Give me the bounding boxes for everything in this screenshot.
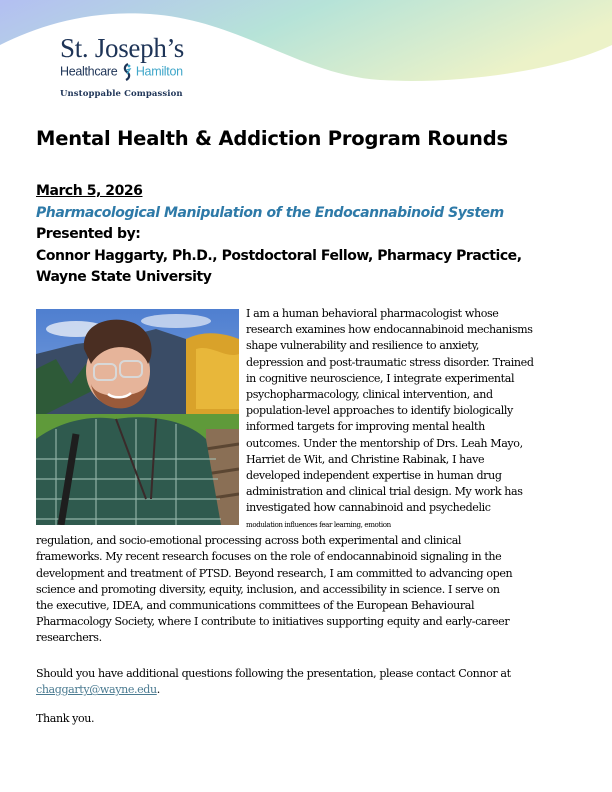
- bio-line: depression and post-traumatic stress disorder. Trained: [246, 355, 534, 369]
- presenter-line-2: Wayne State University: [36, 269, 212, 285]
- bio-full-width-text: [36, 517, 581, 647]
- bio-line: development and treatment of PTSD. Beyond research, I am committed to advancing open: [36, 566, 513, 580]
- bio-line: frameworks. My recent research focuses on the role of endocannabinoid signaling in the: [36, 550, 502, 564]
- presenter-line-1: Connor Haggarty, Ph.D., Postdoctoral Fellow, Pharmacy Practice,: [36, 247, 522, 264]
- logo-healthcare: Healthcare: [60, 64, 118, 79]
- email-link[interactable]: chaggarty@wayne.edu: [36, 683, 157, 697]
- page-title: Mental Health & Addiction Program Rounds: [36, 127, 508, 150]
- bio-line: psychopharmacology, clinical intervention, and: [246, 388, 493, 402]
- bio-line: regulation, and socio-emotional processing across both experimental and clinical: [36, 534, 462, 548]
- bio-line: informed targets for improving mental health: [246, 420, 485, 434]
- hospital-logo: [60, 34, 200, 99]
- contact-period: .: [156, 683, 160, 697]
- bio-line: shape vulnerability and resilience to anxiety,: [246, 339, 480, 353]
- logo-figure-icon: [122, 63, 132, 81]
- presented-by-label: Presented by:: [36, 226, 141, 242]
- bio-line: research examines how endocannabinoid mechanisms: [246, 323, 533, 337]
- contact-email-line: [36, 682, 586, 698]
- bio-line: outcomes. Under the mentorship of Drs. Leah Mayo,: [246, 436, 523, 450]
- bio-line: Pharmacology Society, where I contribute to initiatives supporting equity and early-career: [36, 615, 510, 629]
- logo-hamilton: Hamilton: [135, 64, 183, 79]
- bio-line: Harriet de Wit, and Christine Rabinak, I have: [246, 452, 485, 466]
- bio-line: I am a human behavioral pharmacologist whose: [246, 307, 499, 320]
- bio-line: developed independent expertise in human drug: [246, 469, 502, 483]
- talk-title: Pharmacological Manipulation of the Endocannabinoid System: [36, 204, 504, 221]
- contact-text: Should you have additional questions following the presentation, please contact Connor at: [36, 667, 511, 680]
- closing-text: Thank you.: [36, 712, 95, 725]
- event-date: March 5, 2026: [36, 183, 143, 199]
- bio-line: the executive, IDEA, and communications committees of the European Behavioural: [36, 599, 475, 613]
- contact-paragraph: [36, 666, 586, 698]
- bio-line: population-level approaches to identify biologically: [246, 404, 513, 418]
- logo-subtitle: [60, 63, 200, 81]
- bio-line: in cognitive neuroscience, I integrate experimental: [246, 371, 515, 385]
- bio-line: science and promoting diversity, equity, inclusion, and accessibility in science. I serve on: [36, 582, 500, 596]
- logo-tagline: Unstoppable Compassion: [60, 89, 183, 99]
- bio-line: investigated how cannabinoid and psychedelic: [246, 501, 491, 515]
- bio-line: administration and clinical trial design. My work has: [246, 485, 523, 499]
- event-details: [36, 181, 522, 289]
- bio-line: researchers.: [36, 631, 102, 645]
- bio-line: modulation influences fear learning, emotion: [246, 520, 391, 529]
- logo-name: St. Joseph’s: [60, 33, 184, 63]
- presenter-photo: [36, 309, 239, 525]
- bio-wrapped-text: [246, 306, 586, 517]
